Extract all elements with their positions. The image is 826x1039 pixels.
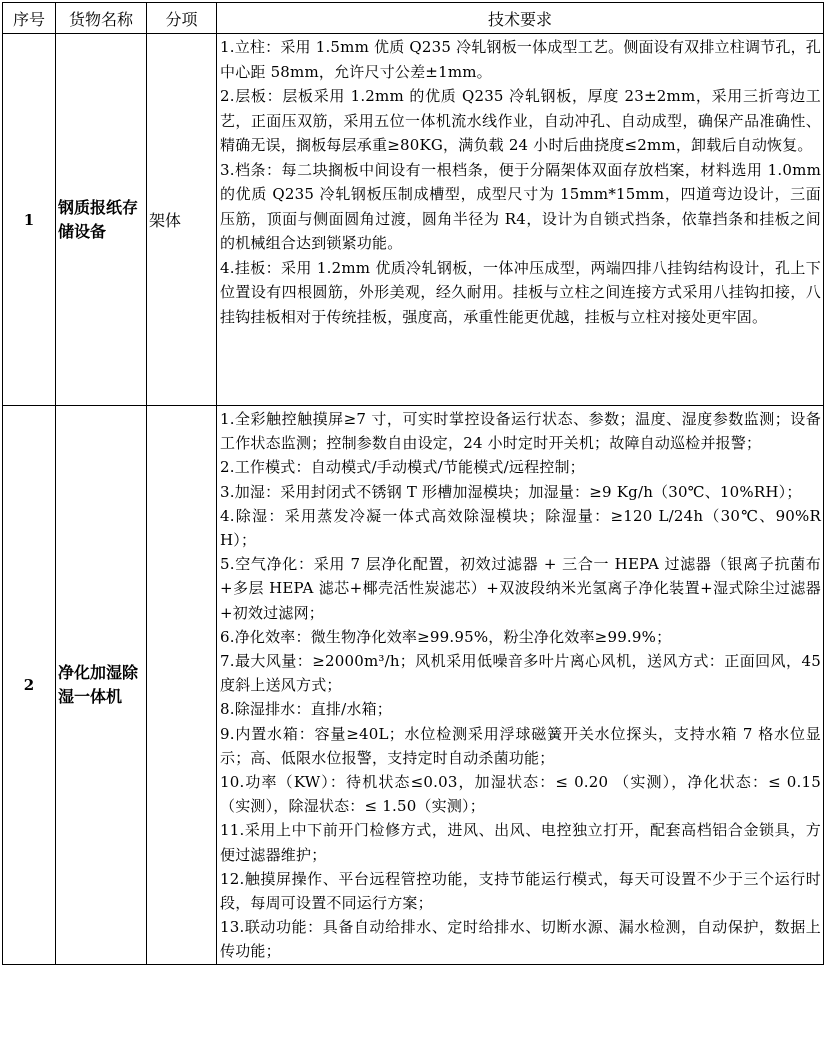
requirements-cell [217,34,824,406]
header-name: 货物名称 [56,3,147,34]
item-name: 净化加湿除湿一体机 [56,406,147,965]
item-subcategory [147,406,217,965]
requirement-item: 3.档条：每二块搁板中间设有一根档条，便于分隔架体双面存放档案，材料选用 1.0mm 的优质 Q235 冷轧钢板压制成槽型，成型尺寸为 15mm*15mm，四道弯边设计，三面压筋，顶面与侧面圆角过渡，圆角半径为 R4，设计为自锁式挡条，依靠挡条和挂板之间的机械组合达到锁紧功能。 [220,160,821,252]
requirement-item: 3.加湿：采用封闭式不锈钢 T 形槽加湿模块；加湿量：≥9 Kg/h（30℃、10%RH）； [220,482,802,501]
header-no: 序号 [3,3,56,34]
requirement-item: 4.挂板：采用 1.2mm 优质冷轧钢板，一体冲压成型，两端四排八挂钩结构设计，孔上下位置设有四根圆筋，外形美观，经久耐用。挂板与立柱之间连接方式采用八挂钩扣接，八挂钩挂板相对于传统挂板，强度高，承重性能更优越，挂板与立柱对接处更牢固。 [220,258,821,326]
requirement-item: 9.内置水箱：容量≥40L；水位检测采用浮球磁簧开关水位探头，支持水箱 7 格水位显示；高、低限水位报警，支持定时自动杀菌功能； [220,724,821,767]
item-subcategory: 架体 [147,34,217,406]
header-row [3,3,824,34]
requirement-item: 2.工作模式：自动模式/手动模式/节能模式/远程控制； [220,458,585,477]
row-number: 2 [3,406,56,965]
requirement-item: 10.功率（KW）：待机状态≤0.03，加湿状态：≤ 0.20 （实测），净化状态：≤ 0.15（实测），除湿状态：≤ 1.50（实测）； [220,773,821,816]
table-row [3,34,824,406]
item-name: 钢质报纸存储设备 [56,34,147,406]
requirement-item: 1.全彩触控触摸屏≥7 寸，可实时掌控设备运行状态、参数；温度、湿度参数监测；设备工作状态监测；控制参数自由设定，24 小时定时开关机；故障自动巡检并报警； [220,410,821,453]
requirement-item: 11.采用上中下前开门检修方式，进风、出风、电控独立打开，配套高档铝合金锁具，方便过滤器维护； [220,821,821,864]
header-requirements: 技术要求 [217,3,824,34]
requirement-item: 5.空气净化：采用 7 层净化配置，初效过滤器 + 三合一 HEPA 过滤器（银离子抗菌布+多层 HEPA 滤芯+椰壳活性炭滤芯）+双波段纳米光氢离子净化装置+湿式除尘过滤器+初效过滤网； [220,555,821,622]
requirement-item: 8.除湿排水：直排/水箱； [220,700,392,719]
requirement-item: 6.净化效率：微生物净化效率≥99.95%，粉尘净化效率≥99.9%； [220,627,672,646]
row-number: 1 [3,34,56,406]
requirement-item: 7.最大风量：≥2000m³/h；风机采用低噪音多叶片离心风机，送风方式：正面回风，45 度斜上送风方式； [220,652,821,695]
requirements-cell [217,406,824,965]
requirement-item: 2.层板：层板采用 1.2mm 的优质 Q235 冷轧钢板，厚度 23±2mm，采用三折弯边工艺，正面压双筋，采用五位一体机流水线作业，自动冲孔、自动成型，确保产品准确性、精确无误，搁板每层承重≥80KG，满负载 24 小时后曲挠度≤2mm，卸载后自动恢复。 [220,87,821,154]
procurement-spec-table [2,2,824,965]
requirement-item: 4.除湿：采用蒸发冷凝一体式高效除湿模块；除湿量：≥120 L/24h（30℃、90%RH）； [220,506,821,550]
requirement-item: 12.触摸屏操作、平台远程管控功能，支持节能运行模式，每天可设置不少于三个运行时段，每周可设置不同运行方案； [220,869,821,913]
header-sub: 分项 [147,3,217,34]
requirement-item: 1.立柱：采用 1.5mm 优质 Q235 冷轧钢板一体成型工艺。侧面设有双排立柱调节孔，孔中心距 58mm，允许尺寸公差±1mm。 [220,38,821,81]
requirement-item: 13.联动功能：具备自动给排水、定时给排水、切断水源、漏水检测，自动保护，数据上传功能； [220,918,821,961]
table-row [3,406,824,965]
